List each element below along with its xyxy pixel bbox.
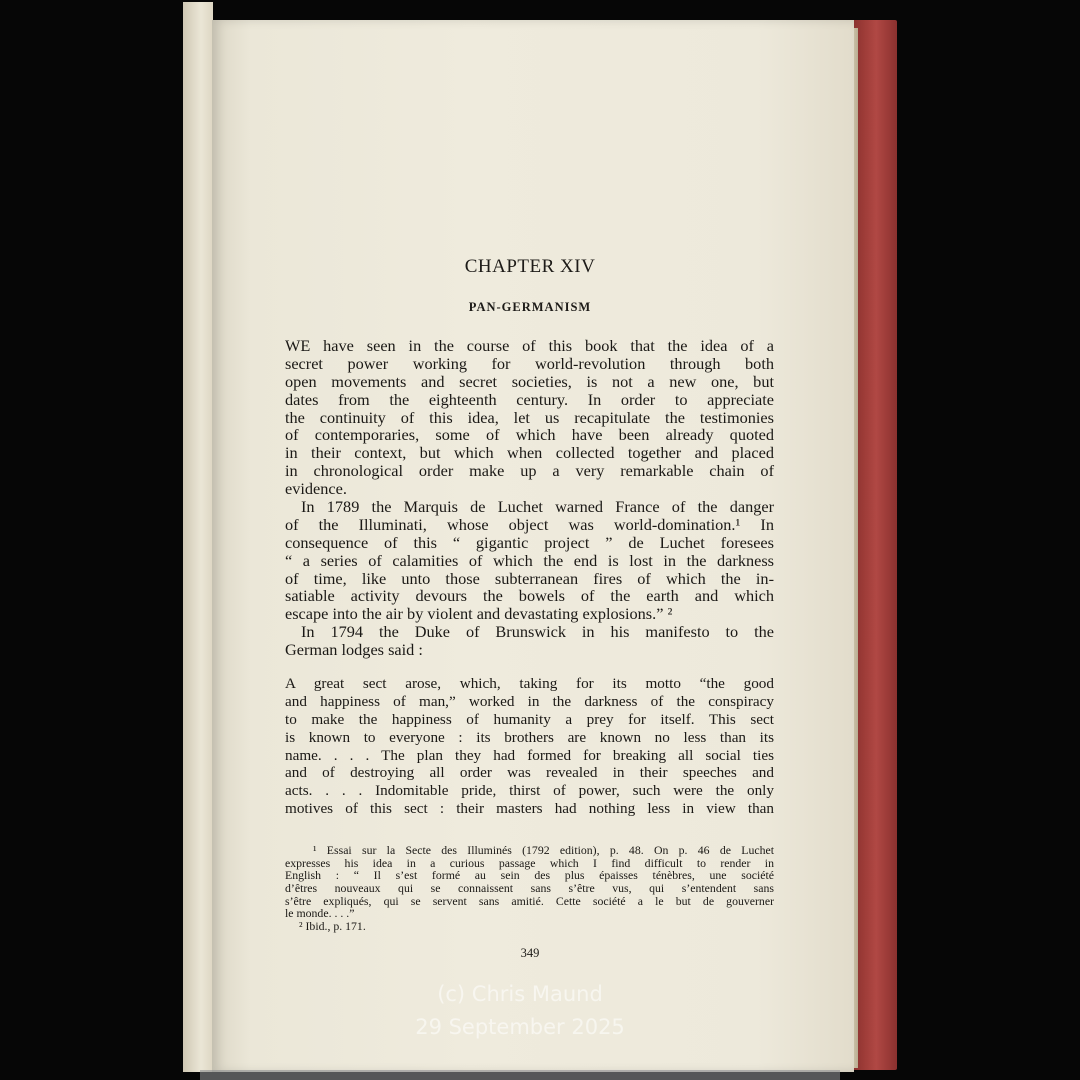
body-line: In 1789 the Marquis de Luchet warned France of the danger (301, 497, 774, 517)
watermark-date: 29 September 2025 (415, 1015, 625, 1039)
footnote-line: ² Ibid., p. 171. (299, 919, 366, 934)
footnote-line: expresses his idea in a curious passage which I find difficult to render in (285, 855, 774, 870)
table-surface-strip (200, 1070, 840, 1080)
quote-line: and of destroying all order was revealed in their speeches and (285, 764, 774, 782)
left-page-edge (183, 2, 213, 1072)
body-line: satiable activity devours the bowels of the earth and which (285, 586, 774, 606)
body-line: escape into the air by violent and devastating explosions.” ² (285, 604, 673, 624)
footnote-line: ¹ Essai sur la Secte des Illuminés (1792 edition), p. 48. On p. 46 de Luchet (313, 843, 774, 857)
quote-line: is known to everyone : its brothers are known no less than its (285, 728, 774, 746)
footnote-line: English : “ Il s’est formé au sein des plus épaisses ténèbres, une société (285, 868, 774, 883)
body-line: “ a series of calamities of which the end is lost in the darkness (285, 550, 774, 570)
quote-line: acts. . . . Indomitable pride, thirst of power, such were the only (285, 782, 774, 800)
body-text (285, 337, 774, 818)
body-line: open movements and secret societies, is not a new one, but (285, 371, 774, 391)
footnote-line: d’êtres nouveaux qui se connaissent sans s’être vus, qui s’entendent sans (285, 881, 774, 896)
body-line: in their context, but which when collected together and placed (285, 443, 774, 463)
footnote-line: le monde. . . .” (285, 906, 355, 921)
body-line: WE have seen in the course of this book that the idea of a (285, 336, 774, 355)
body-line: the continuity of this idea, let us recapitulate the testimonies (285, 407, 774, 427)
section-title: PAN-GERMANISM (468, 300, 592, 314)
body-line: German lodges said : (285, 640, 423, 660)
quote-line: name. . . . The plan they had formed for breaking all social ties (285, 746, 774, 764)
quote-line: motives of this sect : their masters had nothing less in view than (285, 800, 774, 818)
footnote-line: s’être expliqués, qui se servent sans amitié. Cette société a le but de gouverner (285, 893, 774, 908)
body-line: in chronological order make up a very remarkable chain of (285, 461, 774, 481)
body-line: of the Illuminati, whose object was world-domination.¹ In (285, 514, 774, 534)
footnotes (285, 844, 774, 933)
body-line: In 1794 the Duke of Brunswick in his manifesto to the (301, 622, 774, 642)
page-number: 349 (520, 946, 540, 960)
body-line: of time, like unto those subterranean fires of which the in- (285, 568, 774, 588)
body-line: dates from the eighteenth century. In order to appreciate (285, 389, 774, 409)
quote-line: to make the happiness of humanity a prey for itself. This sect (285, 710, 774, 728)
body-line: secret power working for world-revolution through both (285, 353, 774, 373)
body-line: of contemporaries, some of which have been already quoted (285, 425, 774, 445)
watermark-copyright: (c) Chris Maund (437, 982, 603, 1006)
quote-line: and happiness of man,” worked in the darkness of the conspiracy (285, 692, 774, 710)
chapter-title: CHAPTER XIV (464, 256, 596, 277)
body-line: consequence of this “ gigantic project ” de Luchet foresees (285, 532, 774, 552)
body-line: evidence. (285, 479, 347, 499)
quote-line: A great sect arose, which, taking for its motto “the good (285, 675, 774, 693)
